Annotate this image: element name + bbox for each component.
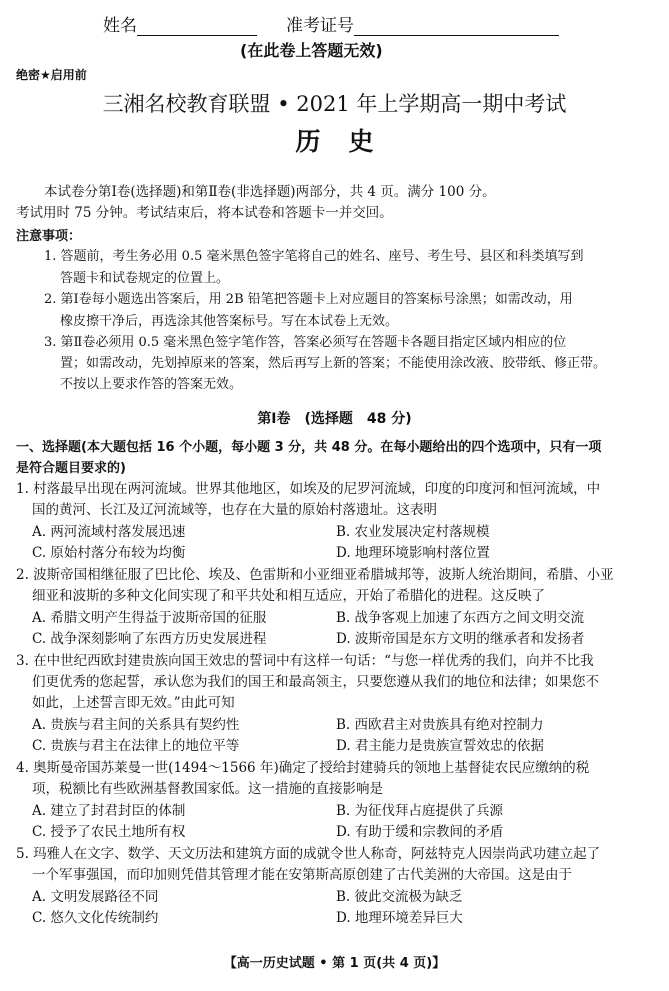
q3-option-d: D. 君主能力是贵族宣誓效忠的依据 bbox=[336, 738, 544, 754]
instructions-line-1: 一、选择题(本大题包括 16 个小题，每小题 3 分，共 48 分。在每小题给出的四个选项中，只有一项 bbox=[16, 440, 602, 455]
exam-title: 三湘名校教育联盟 • 2021 年上学期高一期中考试 bbox=[102, 92, 567, 116]
exam-id-label: 准考证号 bbox=[286, 16, 354, 36]
q1-option-a: A. 两河流域村落发展迅速 bbox=[32, 524, 186, 540]
note-3-line-3: 不按以上要求作答的答案无效。 bbox=[60, 377, 243, 392]
q5-option-b: B. 彼此交流极为缺乏 bbox=[336, 889, 463, 905]
q5-option-d: D. 地理环境差异巨大 bbox=[336, 910, 463, 926]
note-1-line-2: 答题卡和试卷规定的位置上。 bbox=[60, 271, 230, 286]
note-2-line-1: 2. 第Ⅰ卷每小题选出答案后，用 2B 铅笔把答题卡上对应题目的答案标号涂黑；如需改动，用 bbox=[44, 292, 573, 307]
q3-option-a: A. 贵族与君主间的关系具有契约性 bbox=[32, 717, 240, 733]
name-label: 姓名 bbox=[103, 16, 137, 36]
q1-stem-line-1: 1. 村落最早出现在两河流域。世界其他地区，如埃及的尼罗河流域，印度的印度河和恒河流域，中 bbox=[16, 481, 601, 497]
secret-tag: 绝密★启用前 bbox=[16, 68, 87, 82]
q3-stem-line-3: 如此，上述誓言即无效。”由此可知 bbox=[32, 695, 235, 711]
notes-heading: 注意事项： bbox=[16, 229, 82, 244]
q4-stem-line-1: 4. 奥斯曼帝国苏莱曼一世(1494～1566 年)确定了授给封建骑兵的领地上基督徒农民应缴纳的税 bbox=[16, 760, 590, 776]
page-footer: 【高一历史试题 • 第 1 页(共 4 页)】 bbox=[223, 956, 446, 971]
q2-stem-line-1: 2. 波斯帝国相继征服了巴比伦、埃及、色雷斯和小亚细亚希腊城邦等，波斯人统治期间，希腊、小亚 bbox=[16, 567, 614, 583]
subject-title: 历史 bbox=[295, 127, 402, 156]
section-title: 第Ⅰ卷 (选择题 48 分) bbox=[257, 411, 412, 427]
q1-option-b: B. 农业发展决定村落规模 bbox=[336, 524, 490, 540]
q5-option-c: C. 悠久文化传统制约 bbox=[32, 910, 159, 926]
q2-option-c: C. 战争深刻影响了东西方历史发展进程 bbox=[32, 631, 267, 647]
q2-option-b: B. 战争客观上加速了东西方之间文明交流 bbox=[336, 610, 585, 626]
q4-option-b: B. 为征伐拜占庭提供了兵源 bbox=[336, 803, 504, 819]
instructions-line-2: 是符合题目要求的) bbox=[16, 461, 126, 476]
name-field bbox=[103, 11, 257, 36]
intro-line-2: 考试用时 75 分钟。考试结束后，将本试卷和答题卡一并交回。 bbox=[16, 205, 393, 221]
q2-option-d: D. 波斯帝国是东方文明的继承者和发扬者 bbox=[336, 631, 585, 647]
q3-option-b: B. 西欧君主对贵族具有绝对控制力 bbox=[336, 717, 544, 733]
q4-stem-line-2: 项，税额比有些欧洲基督教国家低。这一措施的直接影响是 bbox=[32, 781, 383, 797]
q5-stem-line-1: 5. 玛雅人在文字、数学、天文历法和建筑方面的成就令世人称奇，阿兹特克人因崇尚武功建立起了 bbox=[16, 846, 601, 862]
q3-stem-line-2: 们更优秀的您起誓，承认您为我们的国王和最高领主，只要您遵从我们的地位和法律；如果您不 bbox=[32, 674, 599, 690]
name-blank bbox=[137, 17, 257, 36]
q1-stem-line-2: 国的黄河、长江及辽河流域等，也存在大量的原始村落遗址。这表明 bbox=[32, 502, 437, 518]
exam-id-field bbox=[286, 11, 559, 36]
q3-option-c: C. 贵族与君主在法律上的地位平等 bbox=[32, 738, 240, 754]
invalid-note: (在此卷上答题无效) bbox=[240, 41, 383, 60]
note-2-line-2: 橡皮擦干净后，再选涂其他答案标号。写在本试卷上无效。 bbox=[60, 314, 399, 329]
q4-option-c: C. 授予了农民土地所有权 bbox=[32, 824, 186, 840]
q5-option-a: A. 文明发展路径不同 bbox=[32, 889, 159, 905]
note-3-line-1: 3. 第Ⅱ卷必须用 0.5 毫米黑色签字笔作答，答案必须写在答题卡各题目指定区域内相应的位 bbox=[44, 335, 567, 350]
q4-option-a: A. 建立了封君封臣的体制 bbox=[32, 803, 186, 819]
q3-stem-line-1: 3. 在中世纪西欧封建贵族向国王效忠的誓词中有这样一句话：“与您一样优秀的我们，向并不比我 bbox=[16, 653, 594, 669]
q1-option-c: C. 原始村落分布较为均衡 bbox=[32, 545, 186, 561]
exam-id-blank bbox=[354, 17, 559, 36]
q5-stem-line-2: 一个军事强国，而印加则凭借其管理才能在安第斯高原创建了古代美洲的大帝国。这是由于 bbox=[32, 867, 572, 883]
intro-line-1: 本试卷分第Ⅰ卷(选择题)和第Ⅱ卷(非选择题)两部分，共 4 页。满分 100 分。 bbox=[44, 184, 496, 200]
note-3-line-2: 置；如需改动，先划掉原来的答案，然后再写上新的答案；不能使用涂改液、胶带纸、修正带。 bbox=[60, 356, 607, 371]
q4-option-d: D. 有助于缓和宗教间的矛盾 bbox=[336, 824, 504, 840]
q2-stem-line-2: 细亚和波斯的多种文化间实现了和平共处和相互适应，开始了希腊化的进程。这反映了 bbox=[32, 588, 545, 604]
q2-option-a: A. 希腊文明产生得益于波斯帝国的征服 bbox=[32, 610, 267, 626]
q1-option-d: D. 地理环境影响村落位置 bbox=[336, 545, 490, 561]
note-1-line-1: 1. 答题前，考生务必用 0.5 毫米黑色签字笔将自己的姓名、座号、考生号、县区和科类填写到 bbox=[44, 249, 584, 264]
